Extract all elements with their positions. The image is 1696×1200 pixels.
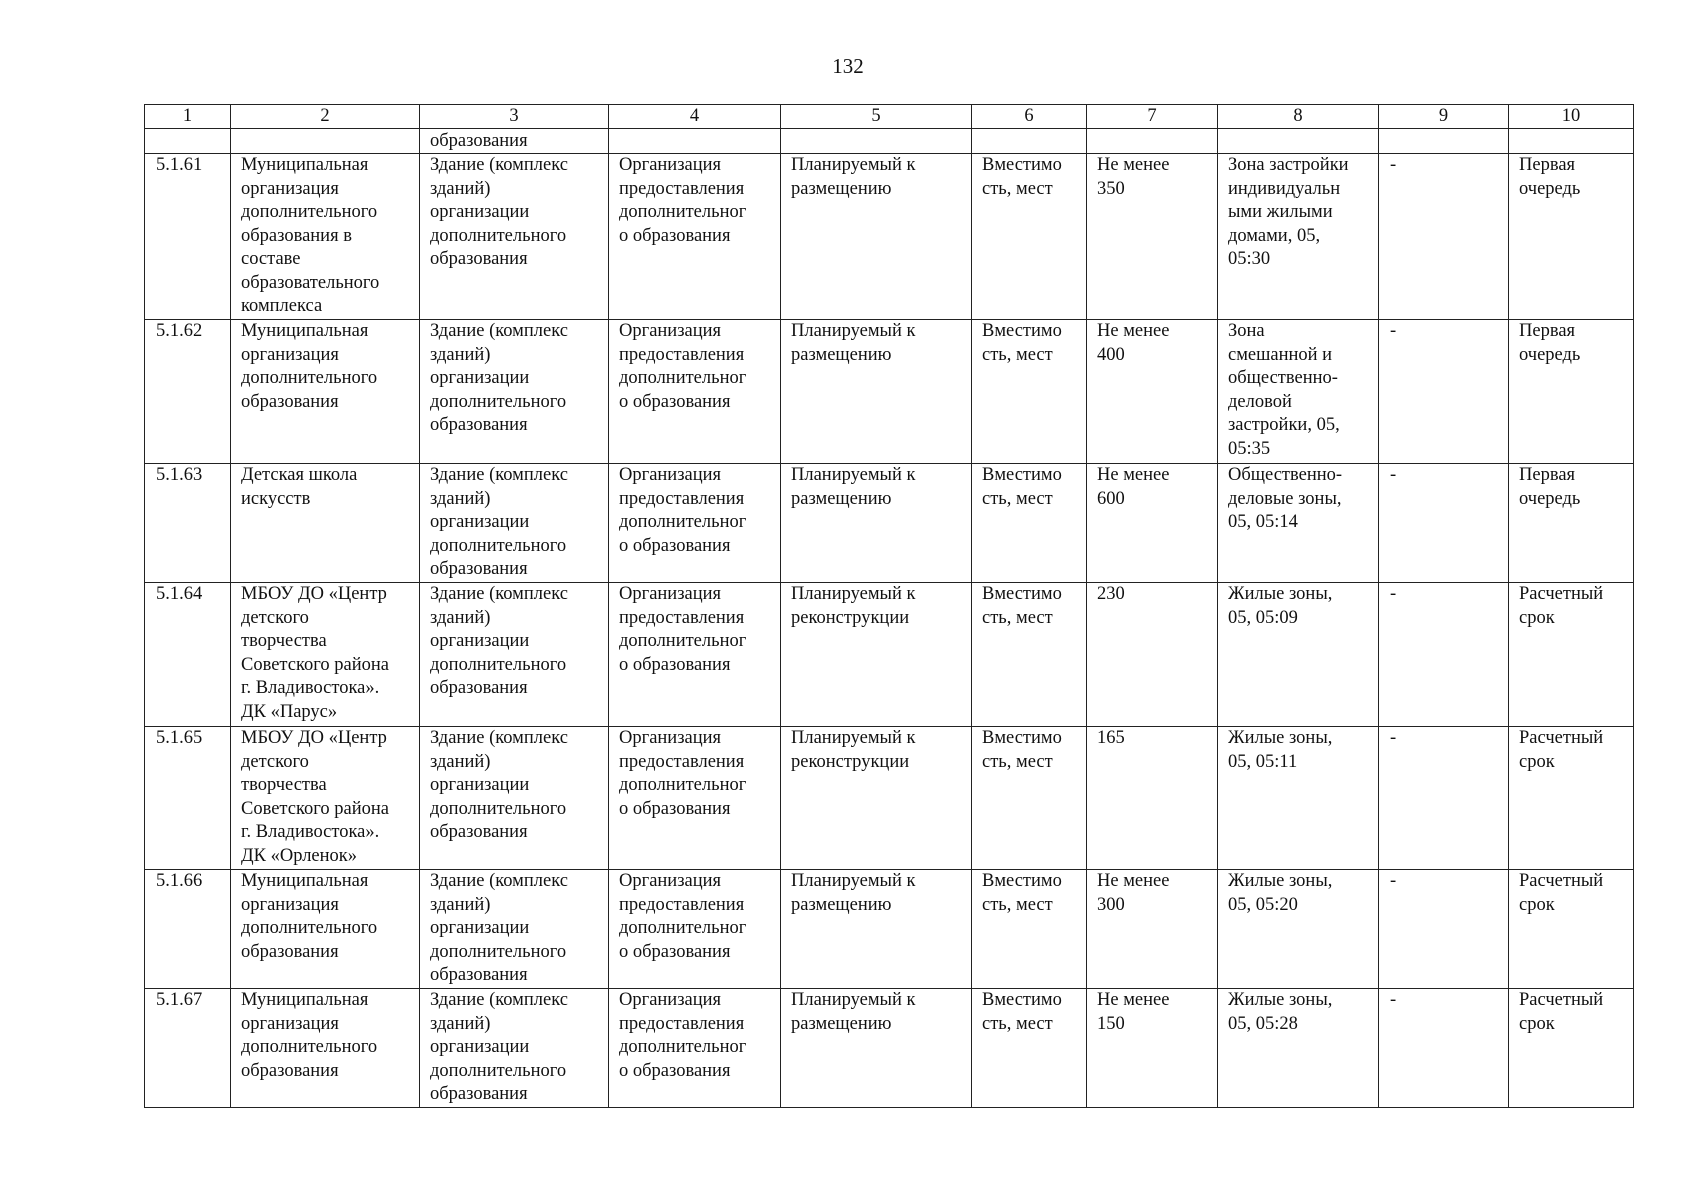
planning-table xyxy=(144,104,1634,1108)
header-cell: 9 xyxy=(1379,105,1509,129)
table-row xyxy=(145,320,1634,464)
object-name: Детская школа искусств xyxy=(231,464,420,583)
header-cell: 1 xyxy=(145,105,231,129)
table-cell xyxy=(1509,129,1634,154)
object-purpose: Организация предоставления дополнительног о образования xyxy=(609,989,781,1108)
object-type: Здание (комплекс зданий) организации дополнительного образования xyxy=(420,727,609,870)
protection-zone: - xyxy=(1379,154,1509,320)
table-cell xyxy=(609,129,781,154)
table-row xyxy=(145,583,1634,727)
indicator-value: 165 xyxy=(1087,727,1218,870)
protection-zone: - xyxy=(1379,727,1509,870)
indicator-value: Не менее 150 xyxy=(1087,989,1218,1108)
stage: Первая очередь xyxy=(1509,464,1634,583)
header-cell: 3 xyxy=(420,105,609,129)
zone: Жилые зоны, 05, 05:11 xyxy=(1218,727,1379,870)
table-row xyxy=(145,727,1634,870)
indicator: Вместимо сть, мест xyxy=(972,464,1087,583)
table-row xyxy=(145,989,1634,1108)
object-purpose: Организация предоставления дополнительног о образования xyxy=(609,727,781,870)
table-cell xyxy=(1087,129,1218,154)
page-number: 132 xyxy=(832,54,864,78)
row-number: 5.1.67 xyxy=(145,989,231,1108)
object-name: Муниципальная организация дополнительного образования xyxy=(231,989,420,1108)
row-number: 5.1.64 xyxy=(145,583,231,727)
object-type: Здание (комплекс зданий) организации дополнительного образования xyxy=(420,870,609,989)
protection-zone: - xyxy=(1379,464,1509,583)
header-cell: 6 xyxy=(972,105,1087,129)
object-status: Планируемый к реконструкции xyxy=(781,727,972,870)
table-cell xyxy=(1218,129,1379,154)
object-purpose: Организация предоставления дополнительног о образования xyxy=(609,870,781,989)
indicator: Вместимо сть, мест xyxy=(972,870,1087,989)
header-cell: 10 xyxy=(1509,105,1634,129)
object-name: Муниципальная организация дополнительного образования xyxy=(231,870,420,989)
object-name: Муниципальная организация дополнительного образования в составе образовательного комплекса xyxy=(231,154,420,320)
protection-zone: - xyxy=(1379,870,1509,989)
zone: Жилые зоны, 05, 05:28 xyxy=(1218,989,1379,1108)
continuation-row xyxy=(145,129,1634,154)
zone: Жилые зоны, 05, 05:20 xyxy=(1218,870,1379,989)
zone: Жилые зоны, 05, 05:09 xyxy=(1218,583,1379,727)
object-name: Муниципальная организация дополнительного образования xyxy=(231,320,420,464)
object-name: МБОУ ДО «Центр детского творчества Советского района г. Владивостока». ДК «Орленок» xyxy=(231,727,420,870)
row-number: 5.1.62 xyxy=(145,320,231,464)
indicator: Вместимо сть, мест xyxy=(972,989,1087,1108)
object-purpose: Организация предоставления дополнительног о образования xyxy=(609,154,781,320)
zone: Зона застройки индивидуальн ыми жилыми домами, 05, 05:30 xyxy=(1218,154,1379,320)
object-purpose: Организация предоставления дополнительног о образования xyxy=(609,583,781,727)
stage: Первая очередь xyxy=(1509,320,1634,464)
stage: Первая очередь xyxy=(1509,154,1634,320)
row-number: 5.1.61 xyxy=(145,154,231,320)
indicator-value: Не менее 300 xyxy=(1087,870,1218,989)
object-status: Планируемый к размещению xyxy=(781,989,972,1108)
object-status: Планируемый к размещению xyxy=(781,464,972,583)
object-status: Планируемый к размещению xyxy=(781,154,972,320)
object-status: Планируемый к размещению xyxy=(781,320,972,464)
object-type: Здание (комплекс зданий) организации дополнительного образования xyxy=(420,320,609,464)
indicator: Вместимо сть, мест xyxy=(972,154,1087,320)
object-type: Здание (комплекс зданий) организации дополнительного образования xyxy=(420,154,609,320)
protection-zone: - xyxy=(1379,989,1509,1108)
object-purpose: Организация предоставления дополнительног о образования xyxy=(609,320,781,464)
object-type: Здание (комплекс зданий) организации дополнительного образования xyxy=(420,989,609,1108)
table-cell xyxy=(231,129,420,154)
table-row xyxy=(145,870,1634,989)
object-type: Здание (комплекс зданий) организации дополнительного образования xyxy=(420,464,609,583)
indicator-value: Не менее 350 xyxy=(1087,154,1218,320)
object-status: Планируемый к реконструкции xyxy=(781,583,972,727)
stage: Расчетный срок xyxy=(1509,989,1634,1108)
object-status: Планируемый к размещению xyxy=(781,870,972,989)
header-cell: 4 xyxy=(609,105,781,129)
row-number: 5.1.63 xyxy=(145,464,231,583)
table-cell xyxy=(145,129,231,154)
row-number: 5.1.66 xyxy=(145,870,231,989)
indicator-value: Не менее 600 xyxy=(1087,464,1218,583)
header-cell: 8 xyxy=(1218,105,1379,129)
header-cell: 7 xyxy=(1087,105,1218,129)
table-cell xyxy=(1379,129,1509,154)
stage: Расчетный срок xyxy=(1509,583,1634,727)
table-row xyxy=(145,464,1634,583)
table-cell: образования xyxy=(420,129,609,154)
indicator: Вместимо сть, мест xyxy=(972,727,1087,870)
indicator-value: 230 xyxy=(1087,583,1218,727)
row-number: 5.1.65 xyxy=(145,727,231,870)
indicator: Вместимо сть, мест xyxy=(972,583,1087,727)
protection-zone: - xyxy=(1379,320,1509,464)
zone: Общественно- деловые зоны, 05, 05:14 xyxy=(1218,464,1379,583)
header-row xyxy=(145,105,1634,129)
object-type: Здание (комплекс зданий) организации дополнительного образования xyxy=(420,583,609,727)
table-row xyxy=(145,154,1634,320)
header-cell: 2 xyxy=(231,105,420,129)
header-cell: 5 xyxy=(781,105,972,129)
stage: Расчетный срок xyxy=(1509,870,1634,989)
object-name: МБОУ ДО «Центр детского творчества Советского района г. Владивостока». ДК «Парус» xyxy=(231,583,420,727)
table-cell xyxy=(972,129,1087,154)
zone: Зона смешанной и общественно- деловой застройки, 05, 05:35 xyxy=(1218,320,1379,464)
object-purpose: Организация предоставления дополнительног о образования xyxy=(609,464,781,583)
stage: Расчетный срок xyxy=(1509,727,1634,870)
indicator: Вместимо сть, мест xyxy=(972,320,1087,464)
table-cell xyxy=(781,129,972,154)
indicator-value: Не менее 400 xyxy=(1087,320,1218,464)
protection-zone: - xyxy=(1379,583,1509,727)
